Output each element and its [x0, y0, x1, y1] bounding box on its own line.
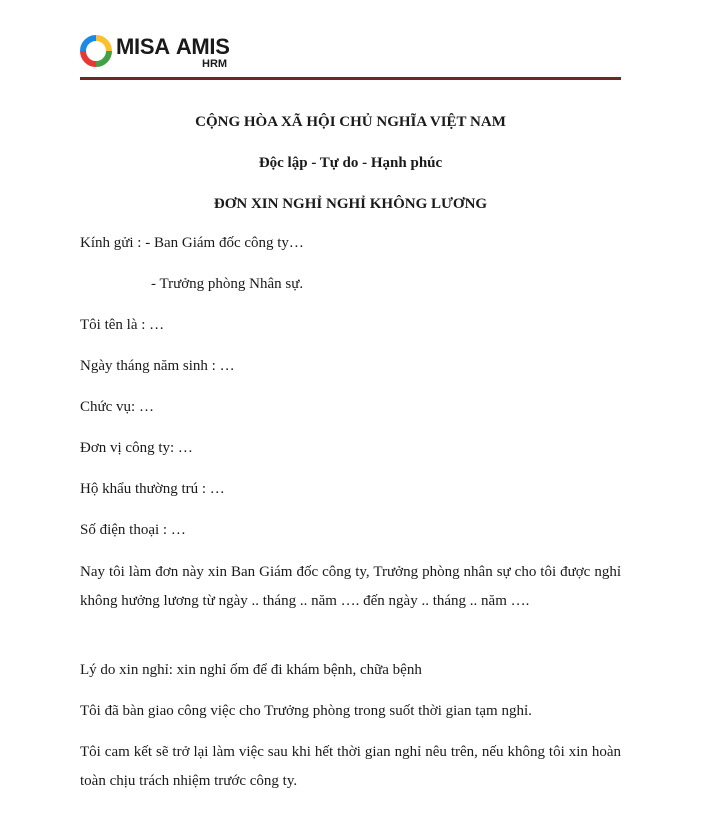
document-header	[80, 0, 621, 82]
residence-line: Hộ khẩu thường trú : …	[80, 481, 225, 497]
brand-amis: AMIS	[175, 34, 230, 59]
addressee-line-1: Kính gửi : - Ban Giám đốc công ty…	[80, 235, 304, 251]
misa-ring-logo-icon	[80, 35, 112, 67]
phone-line: Số điện thoại : …	[80, 522, 186, 538]
motto: Độc lập - Tự do - Hạnh phúc	[258, 155, 443, 171]
brand-misa: MISA	[116, 34, 170, 59]
header-divider	[80, 77, 621, 80]
product-name: HRM	[202, 58, 228, 70]
brand-name	[116, 35, 230, 59]
birth-date-line: Ngày tháng năm sinh : …	[80, 358, 235, 374]
reason-line: Lý do xin nghỉ: xin nghỉ ốm để đi khám bệnh, chữa bệnh	[80, 662, 422, 678]
position-line: Chức vụ: …	[80, 399, 154, 415]
handover-line: Tôi đã bàn giao công việc cho Trưởng phòng trong suốt thời gian tạm nghỉ.	[80, 703, 532, 719]
name-line: Tôi tên là : …	[80, 317, 165, 333]
request-paragraph: Nay tôi làm đơn này xin Ban Giám đốc công ty, Trưởng phòng nhân sự cho tôi được nghỉ không hưởng lương từ ngày .. tháng .. năm …. đến ngày .. tháng .. năm ….	[80, 564, 621, 609]
addressee-line-2: - Trưởng phòng Nhân sự.	[151, 276, 304, 292]
misa-amis-hrm-logo	[80, 35, 230, 70]
company-unit-line: Đơn vị công ty: …	[80, 440, 193, 456]
logo-text	[116, 35, 230, 70]
national-title: CỘNG HÒA XÃ HỘI CHỦ NGHĨA VIỆT NAM	[195, 114, 506, 130]
form-title: ĐƠN XIN NGHỈ NGHỈ KHÔNG LƯƠNG	[213, 196, 488, 212]
document-page	[80, 0, 621, 789]
commitment-paragraph: Tôi cam kết sẽ trở lại làm việc sau khi hết thời gian nghỉ nêu trên, nếu không tôi xin hoàn toàn chịu trách nhiệm trước công ty.	[80, 744, 621, 789]
